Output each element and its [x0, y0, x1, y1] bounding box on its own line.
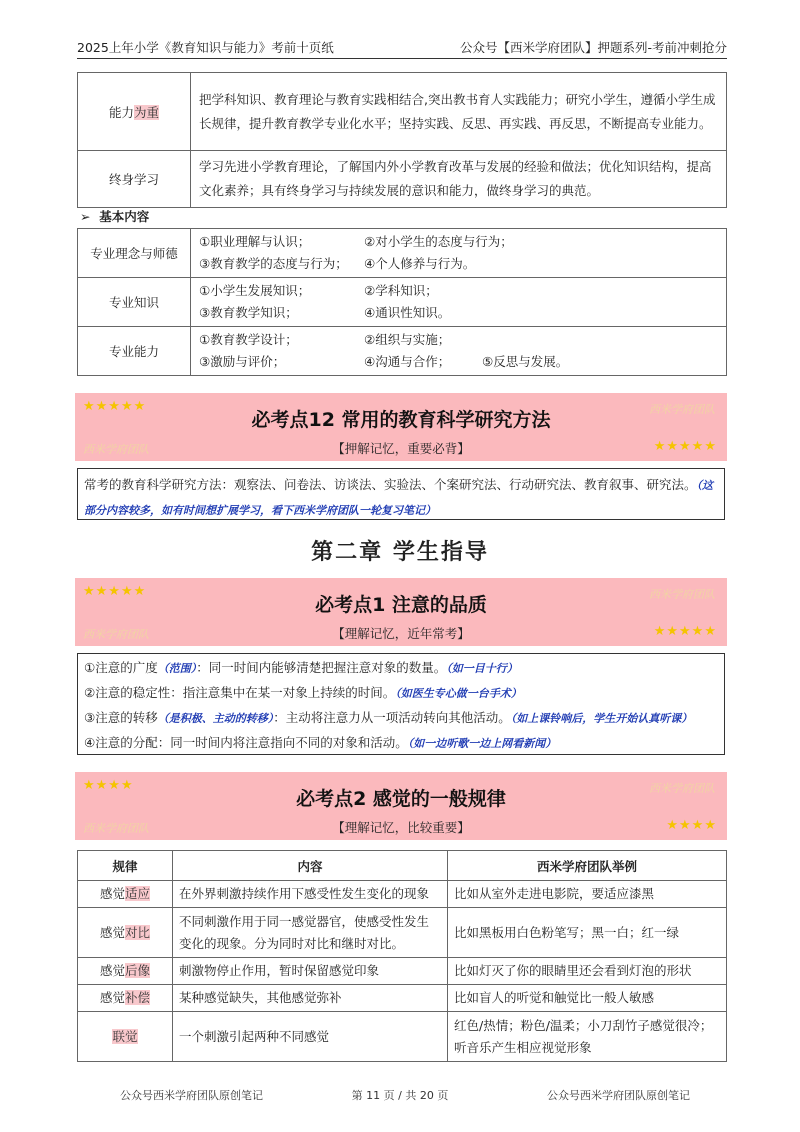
item: ③教育教学的态度与行为； [199, 256, 348, 271]
table-row [78, 327, 727, 376]
item: ⑤反思与发展。 [482, 354, 569, 369]
row-key: 终身学习 [78, 151, 191, 208]
rule-content: 不同刺激作用于同一感觉器官，使感受性发生变化的现象。分为同时对比和继时对比。 [173, 908, 448, 958]
row-value [191, 229, 727, 278]
header-left: 2025上年小学《教育知识与能力》考前十页纸 [77, 40, 334, 55]
key-highlight: 为重 [134, 104, 160, 120]
banner-title: 必考点12 常用的教育科学研究方法 [251, 409, 551, 431]
item-note: （范围） [157, 662, 197, 675]
watermark-text: 西米学府团队 [649, 588, 715, 601]
table-row [78, 1012, 727, 1062]
ability-table [77, 72, 727, 208]
footer-right: 公众号西米学府团队原创笔记 [547, 1089, 690, 1102]
table-row [78, 151, 727, 208]
content-table [77, 228, 727, 376]
item-example: （如医生专心做一台手术） [395, 687, 522, 700]
item-text: ：同一时间内能够清楚把握注意对象的数量。 [196, 660, 447, 675]
item: ②组织与实施； [364, 332, 451, 347]
section-title [80, 207, 149, 225]
table-row [78, 229, 727, 278]
item: ②学科知识； [364, 283, 438, 298]
table-row [78, 278, 727, 327]
rule-example: 比如黑板用白色粉笔写；黑一白；红一绿 [448, 908, 727, 958]
section-title-text: 基本内容 [99, 209, 150, 224]
star-rating-icon: ★★★★ [83, 778, 134, 793]
box-note: （这部分内容较多，如有时间想扩展学习，看下西米学府团队一轮复习笔记） [84, 479, 714, 517]
section-marker: ➢ [80, 209, 91, 224]
item-text: ②注意的稳定性：指注意集中在某一对象上持续的时间。 [84, 685, 396, 700]
rule-prefix: 感觉 [99, 963, 125, 978]
rule-highlight: 对比 [125, 924, 151, 940]
row-value: 学习先进小学教育理论，了解国内外小学教育改革与发展的经验和做法；优化知识结构，提高文化素养；具有终身学习与持续发展的意识和能力，做终身学习的典范。 [191, 151, 727, 208]
watermark-text: 西米学府团队 [649, 782, 715, 795]
item-note: （是积极、主动的转移） [157, 712, 274, 725]
row-key [78, 73, 191, 151]
rule-name [78, 958, 173, 985]
rule-name [78, 985, 173, 1012]
item: ④通识性知识。 [364, 305, 451, 320]
rule-content: 刺激物停止作用，暂时保留感觉印象 [173, 958, 448, 985]
rule-content: 在外界刺激持续作用下感受性发生变化的现象 [173, 881, 448, 908]
row-key: 专业理念与师德 [78, 229, 191, 278]
table-row [78, 958, 727, 985]
rule-prefix: 感觉 [99, 886, 125, 901]
table-row [78, 908, 727, 958]
footer-left: 公众号西米学府团队原创笔记 [120, 1089, 263, 1102]
list-item [84, 656, 718, 681]
column-header: 内容 [173, 851, 448, 881]
rule-example: 红色/热情；粉色/温柔；小刀刮竹子感觉很冷；听音乐产生相应视觉形象 [448, 1012, 727, 1062]
rule-prefix: 感觉 [99, 990, 125, 1005]
rule-content: 某种感觉缺失，其他感觉弥补 [173, 985, 448, 1012]
exam-point-banner [75, 772, 727, 840]
rule-prefix: 感觉 [99, 924, 125, 940]
table-row [78, 73, 727, 151]
row-key: 专业知识 [78, 278, 191, 327]
star-rating-icon: ★★★★★ [83, 584, 147, 599]
watermark-text: 西米学府团队 [83, 822, 149, 835]
item-text: ④注意的分配：同一时间内将注意指向不同的对象和活动。 [84, 735, 408, 750]
item: ①职业理解与认识； [199, 234, 311, 249]
item-example: （如一边听歌一边上网看新闻） [407, 737, 557, 750]
rule-name [78, 908, 173, 958]
exam-point-banner [75, 578, 727, 646]
rule-name [78, 881, 173, 908]
table-row [78, 985, 727, 1012]
banner-title: 必考点1 注意的品质 [315, 594, 487, 616]
sensation-rules-table [77, 850, 727, 1062]
item-text: ③注意的转移 [84, 710, 158, 725]
rule-highlight: 联觉 [112, 1028, 138, 1044]
rule-highlight: 适应 [125, 886, 151, 901]
star-rating-icon: ★★★★ [666, 818, 717, 833]
page-header [77, 36, 727, 59]
banner-subtitle: 【押解记忆，重要必背】 [332, 441, 470, 456]
box-text: 常考的教育科学研究方法：观察法、问卷法、访谈法、实验法、个案研究法、行动研究法、教育叙事、研究法。 [84, 477, 697, 492]
watermark-text: 西米学府团队 [83, 443, 149, 456]
banner-subtitle: 【理解记忆，近年常考】 [332, 626, 470, 641]
item: ②对小学生的态度与行为； [364, 234, 513, 249]
attention-quality-box [77, 653, 725, 755]
rule-content: 一个刺激引起两种不同感觉 [173, 1012, 448, 1062]
row-value: 把学科知识、教育理论与教育实践相结合,突出教书育人实践能力；研究小学生，遵循小学生成长规律，提升教育教学专业化水平；坚持实践、反思、再实践、再反思，不断提高专业能力。 [191, 73, 727, 151]
table-row [78, 881, 727, 908]
rule-example: 比如灯灭了你的眼睛里还会看到灯泡的形状 [448, 958, 727, 985]
item: ①教育教学设计； [199, 332, 298, 347]
column-header: 西米学府团队举例 [448, 851, 727, 881]
row-value [191, 278, 727, 327]
item-text: ：主动将注意力从一项活动转向其他活动。 [273, 710, 511, 725]
rule-name [78, 1012, 173, 1062]
item-text: ①注意的广度 [84, 660, 158, 675]
list-item [84, 706, 718, 731]
row-value [191, 327, 727, 376]
item: ①小学生发展知识； [199, 283, 311, 298]
table-header-row [78, 851, 727, 881]
page-number: 第 11 页 / 共 20 页 [351, 1089, 449, 1102]
item-example: （如一目十行） [446, 662, 518, 675]
exam-point-banner [75, 393, 727, 461]
list-item [84, 681, 718, 706]
star-rating-icon: ★★★★★ [83, 399, 147, 414]
list-item [84, 731, 718, 756]
rule-example: 比如从室外走进电影院，要适应漆黑 [448, 881, 727, 908]
item: ④个人修养与行为。 [364, 256, 476, 271]
row-key: 专业能力 [78, 327, 191, 376]
research-methods-box [77, 468, 725, 520]
rule-highlight: 后像 [125, 963, 151, 978]
star-rating-icon: ★★★★★ [653, 624, 717, 639]
column-header: 规律 [78, 851, 173, 881]
chapter-title: 第二章 学生指导 [311, 540, 489, 565]
watermark-text: 西米学府团队 [83, 628, 149, 641]
banner-subtitle: 【理解记忆，比较重要】 [332, 820, 470, 835]
header-right: 公众号【西米学府团队】押题系列-考前冲刺抢分 [459, 40, 727, 55]
item: ④沟通与合作； [364, 354, 451, 369]
watermark-text: 西米学府团队 [649, 403, 715, 416]
key-text: 能力 [108, 104, 134, 120]
star-rating-icon: ★★★★★ [653, 439, 717, 454]
item: ③激励与评价； [199, 354, 286, 369]
item-example: （如上课铃响后，学生开始认真听课） [510, 712, 693, 725]
banner-title: 必考点2 感觉的一般规律 [296, 788, 506, 810]
item: ③教育教学知识； [199, 305, 298, 320]
rule-example: 比如盲人的听觉和触觉比一般人敏感 [448, 985, 727, 1012]
rule-highlight: 补偿 [125, 990, 151, 1005]
